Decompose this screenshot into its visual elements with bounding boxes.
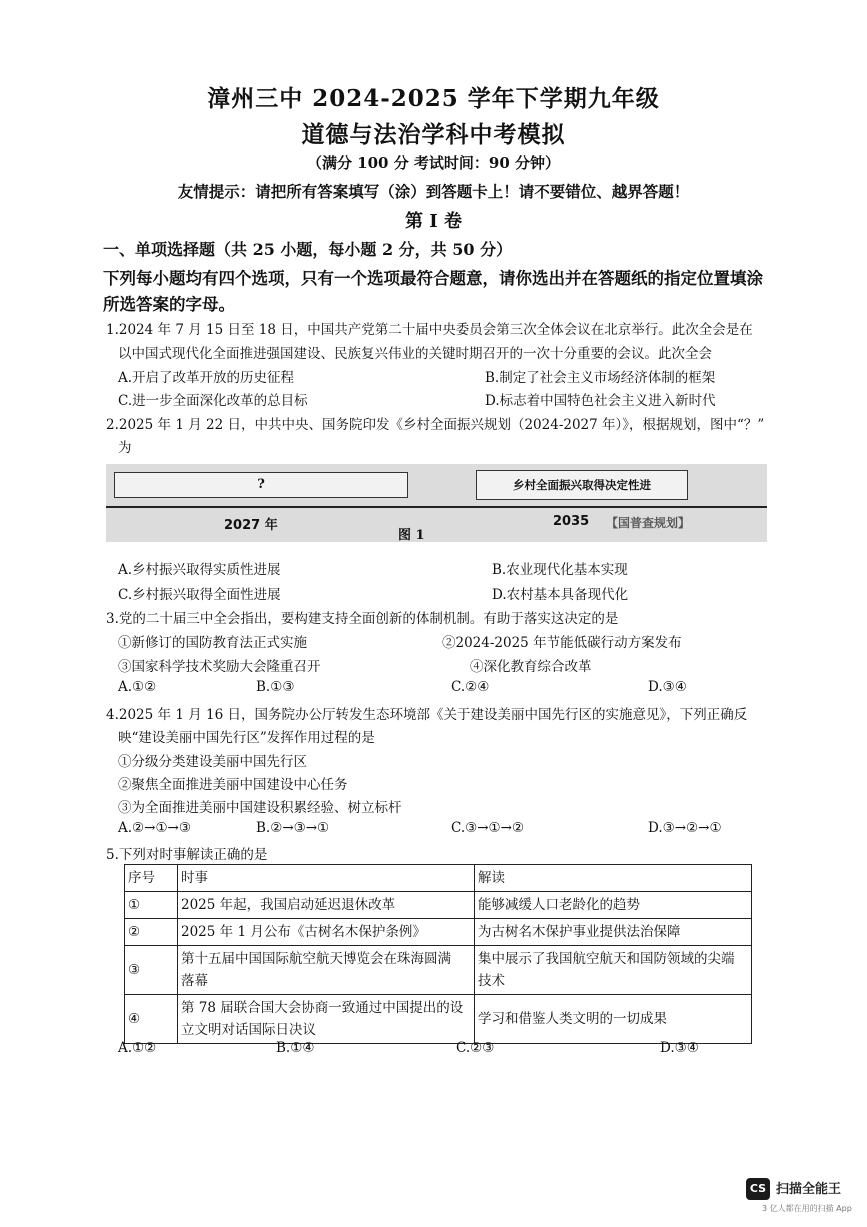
row-event: 2025 年 1 月公布《古树名木保护条例》 — [178, 919, 475, 946]
q2-option-b[interactable]: B.农业现代化基本实现 — [492, 562, 628, 578]
unknown-goal-text: ? — [257, 477, 265, 492]
table-row — [125, 946, 752, 995]
row-reading: 能够减缓人口老龄化的趋势 — [475, 892, 752, 919]
row-event-line: 第十五届中国国际航空航天博览会在珠海圆满 — [181, 951, 451, 967]
table-row — [125, 919, 752, 946]
header-number: 序号 — [125, 865, 178, 892]
exam-title-line1: 漳州三中 2024-2025 学年下学期九年级 — [207, 85, 660, 112]
q3-item-2: ②2024-2025 年节能低碳行动方案发布 — [442, 635, 682, 651]
table-header-row — [125, 865, 752, 892]
q3-option-b[interactable]: B.①③ — [256, 679, 295, 695]
friendly-tip: 友情提示：请把所有答案填写（涂）到答题卡上！请不要错位、越界答题！ — [177, 182, 690, 201]
figure-tag: 【国普查规划】 — [606, 516, 691, 530]
q5-option-d[interactable]: D.③④ — [660, 1040, 699, 1056]
row-number: ① — [125, 892, 178, 919]
row-reading: 为古树名木保护事业提供法治保障 — [475, 919, 752, 946]
q4-stem-line2: 映“建设美丽中国先行区”发挥作用过程的是 — [118, 730, 375, 746]
q5-stem: 5.下列对时事解读正确的是 — [106, 847, 268, 863]
q4-item-1: ①分级分类建设美丽中国先行区 — [118, 754, 307, 770]
q1-stem-line2: 以中国式现代化全面推进强国建设、民族复兴伟业的关键时期召开的一次十分重要的会议。此次全会 — [118, 346, 712, 362]
row-event — [178, 946, 475, 995]
table-row — [125, 892, 752, 919]
q2-stem-line2: 为 — [118, 440, 132, 456]
q3-option-d[interactable]: D.③④ — [648, 679, 687, 695]
q4-option-b[interactable]: B.②→③→① — [256, 820, 330, 836]
scanner-brand-name: 扫描全能王 — [776, 1182, 842, 1197]
section-instruction-line2: 所选答案的字母。 — [103, 295, 235, 314]
row-event-line: 立文明对话国际日决议 — [181, 1022, 316, 1038]
q1-stem-line1: 1.2024 年 7 月 15 日至 18 日，中国共产党第二十届中央委员会第三次全体会议在北京举行。此次全会是在 — [106, 322, 753, 338]
q5-option-c[interactable]: C.②③ — [456, 1040, 495, 1056]
exam-title-line2: 道德与法治学科中考模拟 — [301, 121, 566, 148]
row-event-line: 落幕 — [181, 973, 208, 989]
q3-item-3: ③国家科学技术奖励大会隆重召开 — [118, 659, 321, 675]
q2-option-d[interactable]: D.农村基本具备现代化 — [492, 587, 629, 603]
q2-option-c[interactable]: C.乡村振兴取得全面性进展 — [118, 587, 281, 603]
row-event — [178, 995, 475, 1044]
year-2027-label: 2027 年 — [224, 518, 278, 533]
figure-caption: 图 1 — [398, 528, 425, 542]
timeline-axis — [106, 506, 767, 508]
q5-option-a[interactable]: A.①② — [118, 1040, 157, 1056]
row-number: ④ — [125, 995, 178, 1044]
row-number: ② — [125, 919, 178, 946]
timeline-figure — [106, 464, 767, 542]
scanner-brand-slogan: 3 亿人都在用的扫描 App — [762, 1204, 852, 1213]
q2-stem-line1: 2.2025 年 1 月 22 日，中共中央、国务院印发《乡村全面振兴规划（2024-2027 年）》，根据规划，图中“？” — [106, 417, 765, 433]
header-event: 时事 — [178, 865, 475, 892]
q4-option-a[interactable]: A.②→①→③ — [118, 820, 191, 836]
q3-stem: 3.党的二十届三中全会指出，要构建支持全面创新的体制机制。有助于落实这决定的是 — [106, 611, 619, 627]
q3-item-1: ①新修订的国防教育法正式实施 — [118, 635, 307, 651]
row-reading-line: 技术 — [478, 973, 505, 989]
q4-item-3: ③为全面推进美丽中国建设积累经验、树立标杆 — [118, 800, 402, 816]
header-reading: 解读 — [475, 865, 752, 892]
scanner-logo-icon: CS — [746, 1178, 770, 1200]
year-2035-label: 2035 — [553, 514, 590, 529]
exam-info: （满分 100 分 考试时间：90 分钟） — [306, 154, 561, 172]
row-event: 2025 年起，我国启动延迟退休改革 — [178, 892, 475, 919]
q3-item-4: ④深化教育综合改革 — [470, 659, 592, 675]
section-instruction-line1: 下列每小题均有四个选项，只有一个选项最符合题意，请你选出并在答题纸的指定位置填涂 — [103, 269, 763, 288]
section-heading: 一、单项选择题（共 25 小题，每小题 2 分，共 50 分） — [103, 240, 513, 259]
q4-option-d[interactable]: D.③→②→① — [648, 820, 722, 836]
row-reading — [475, 946, 752, 995]
q1-option-a[interactable]: A.开启了改革开放的历史征程 — [118, 370, 295, 386]
q1-option-d[interactable]: D.标志着中国特色社会主义进入新时代 — [485, 393, 716, 409]
current-affairs-table — [124, 864, 752, 1044]
goal-2035-box — [476, 470, 688, 500]
q3-option-a[interactable]: A.①② — [118, 679, 157, 695]
q1-option-b[interactable]: B.制定了社会主义市场经济体制的框架 — [485, 370, 716, 386]
q1-option-c[interactable]: C.进一步全面深化改革的总目标 — [118, 393, 308, 409]
q4-stem-line1: 4.2025 年 1 月 16 日，国务院办公厅转发生态环境部《关于建设美丽中国先行区的实施意见》，下列正确反 — [106, 707, 748, 723]
q5-option-b[interactable]: B.①④ — [276, 1040, 315, 1056]
row-event-line: 第 78 届联合国大会协商一致通过中国提出的设 — [181, 1000, 464, 1016]
row-number: ③ — [125, 946, 178, 995]
volume-heading: 第 I 卷 — [405, 211, 462, 232]
table-row — [125, 995, 752, 1044]
q4-option-c[interactable]: C.③→①→② — [451, 820, 525, 836]
row-reading-line: 集中展示了我国航空航天和国防领域的尖端 — [478, 951, 735, 967]
q2-option-a[interactable]: A.乡村振兴取得实质性进展 — [118, 562, 281, 578]
unknown-goal-box — [114, 472, 408, 498]
goal-2035-text: 乡村全面振兴取得决定性进 — [513, 478, 651, 492]
row-reading: 学习和借鉴人类文明的一切成果 — [475, 995, 752, 1044]
q4-item-2: ②聚焦全面推进美丽中国建设中心任务 — [118, 777, 348, 793]
q3-option-c[interactable]: C.②④ — [451, 679, 490, 695]
